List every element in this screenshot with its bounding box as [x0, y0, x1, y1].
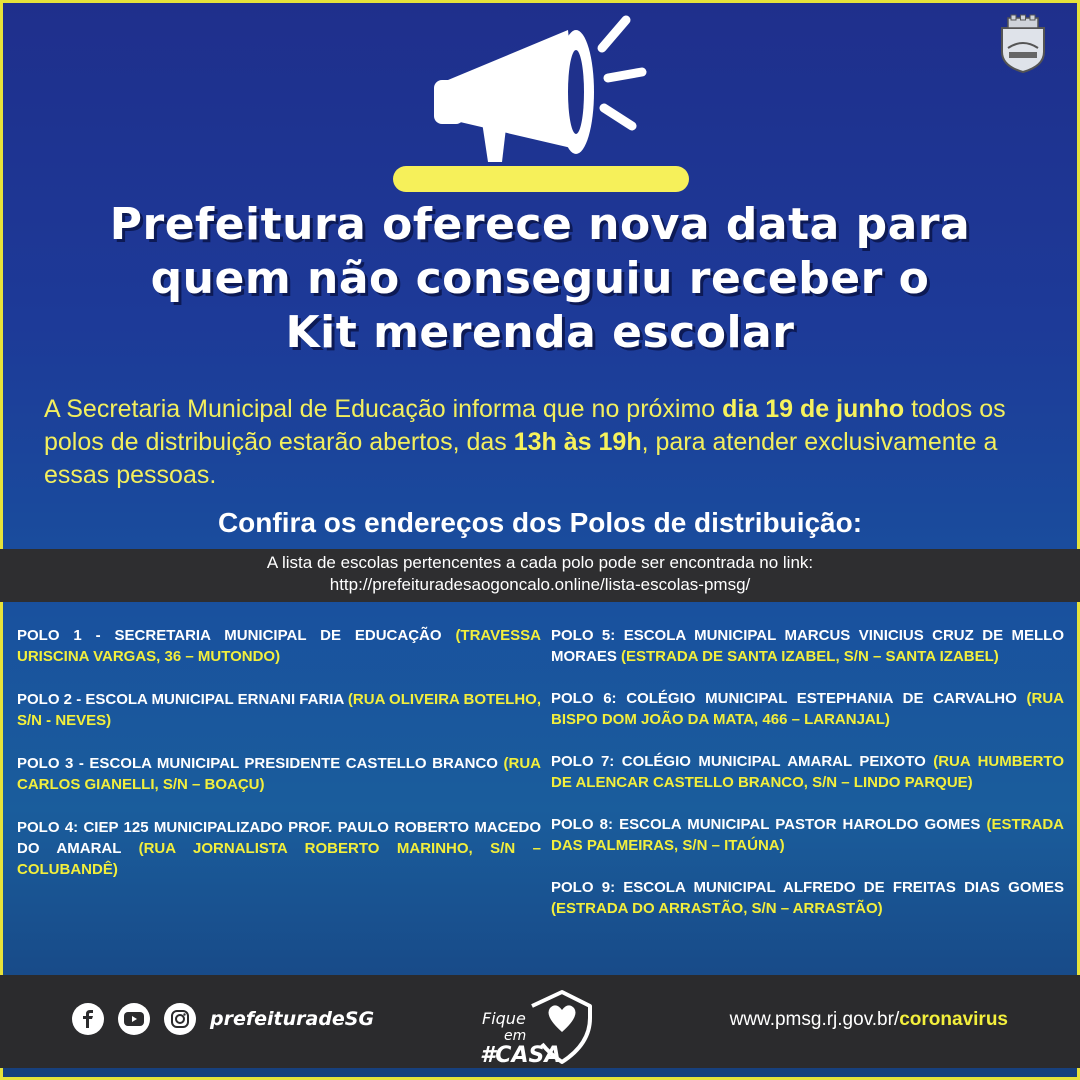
intro-text-3: , para atender exclusivamente a essas pessoas. [44, 428, 998, 489]
megaphone-icon [420, 10, 650, 180]
website-domain: www.pmsg.rj.gov.br/ [729, 1009, 900, 1030]
facebook-icon[interactable] [72, 1003, 104, 1035]
intro-paragraph [44, 393, 1038, 492]
title-line-1: Prefeitura oferece nova data para [109, 199, 971, 250]
city-crest-icon [996, 14, 1050, 74]
intro-date: dia 19 de junho [722, 395, 905, 423]
link-band [0, 549, 1080, 602]
intro-hours: 13h às 19h [513, 428, 642, 456]
intro-text-2: todos os polos de distribuição estarão abertos, das [44, 395, 1006, 456]
instagram-icon[interactable] [164, 1003, 196, 1035]
polo-address: (TRAVESSA URISCINA VARGAS, 36 – MUTONDO) [17, 627, 541, 665]
polo-item [551, 877, 1064, 919]
polo-address: (RUA JORNALISTA ROBERTO MARINHO, S/N – COLUBANDÊ) [17, 840, 541, 878]
social-handle[interactable]: prefeituradeSG [210, 1008, 375, 1030]
website-link[interactable] [730, 1006, 1008, 1034]
polo-address: (ESTRADA DAS PALMEIRAS, S/N – ITAÚNA) [551, 816, 1064, 854]
yellow-highlight-bar [393, 166, 689, 192]
polos-column-right [551, 625, 1064, 940]
polo-item [551, 814, 1064, 856]
polo-address: (RUA CARLOS GIANELLI, S/N – BOAÇU) [17, 755, 541, 793]
polo-item [17, 625, 541, 667]
website-path: coronavirus [899, 1009, 1008, 1030]
link-band-text: A lista de escolas pertencentes a cada polo pode ser encontrada no link: [266, 553, 814, 572]
polo-item [551, 625, 1064, 667]
polo-name: POLO 8: ESCOLA MUNICIPAL PASTOR HAROLDO GOMES [551, 816, 987, 833]
polo-item [17, 689, 541, 731]
polo-item [17, 817, 541, 880]
polo-name: POLO 2 - ESCOLA MUNICIPAL ERNANI FARIA [17, 691, 348, 708]
polo-name: POLO 7: COLÉGIO MUNICIPAL AMARAL PEIXOTO [551, 753, 934, 770]
polo-address: (RUA HUMBERTO DE ALENCAR CASTELLO BRANCO, S/N – LINDO PARQUE) [551, 753, 1064, 791]
addresses-heading: Confira os endereços dos Polos de distribuição: [217, 507, 863, 538]
page-title [0, 198, 1080, 360]
polo-name: POLO 9: ESCOLA MUNICIPAL ALFREDO DE FREITAS DIAS GOMES [551, 879, 1064, 896]
campaign-word-3: #CASA [480, 1043, 562, 1068]
polo-name: POLO 6: COLÉGIO MUNICIPAL ESTEPHANIA DE CARVALHO [551, 690, 1027, 707]
campaign-word-2: em [504, 1028, 527, 1044]
polos-column-left [17, 625, 541, 902]
polo-item [551, 751, 1064, 793]
polo-name: POLO 5: ESCOLA MUNICIPAL MARCUS VINICIUS CRUZ DE MELLO MORAES [551, 627, 1064, 665]
intro-text-1: A Secretaria Municipal de Educação informa que no próximo [44, 395, 723, 423]
fique-em-casa-logo [478, 988, 598, 1068]
youtube-icon[interactable] [118, 1003, 150, 1035]
polo-address: (ESTRADA DE SANTA IZABEL, S/N – SANTA IZABEL) [621, 648, 999, 665]
campaign-word-1: Fique [482, 1009, 526, 1028]
title-line-3: Kit merenda escolar [285, 307, 795, 358]
polo-item [551, 688, 1064, 730]
polo-name: POLO 1 - SECRETARIA MUNICIPAL DE EDUCAÇÃO [17, 627, 456, 644]
schools-list-link[interactable]: http://prefeituradesaogoncalo.online/lista-escolas-pmsg/ [329, 575, 751, 594]
polo-address: (RUA OLIVEIRA BOTELHO, S/N - NEVES) [17, 691, 541, 729]
polo-item [17, 753, 541, 795]
polo-name: POLO 4: CIEP 125 MUNICIPALIZADO PROF. PAULO ROBERTO MACEDO DO AMARAL [17, 819, 541, 857]
polo-address: (RUA BISPO DOM JOÃO DA MATA, 466 – LARANJAL) [551, 690, 1064, 728]
title-line-2: quem não conseguiu receber o [150, 253, 930, 304]
polo-name: POLO 3 - ESCOLA MUNICIPAL PRESIDENTE CASTELLO BRANCO [17, 755, 504, 772]
polo-address: (ESTRADA DO ARRASTÃO, S/N – ARRASTÃO) [551, 900, 883, 917]
